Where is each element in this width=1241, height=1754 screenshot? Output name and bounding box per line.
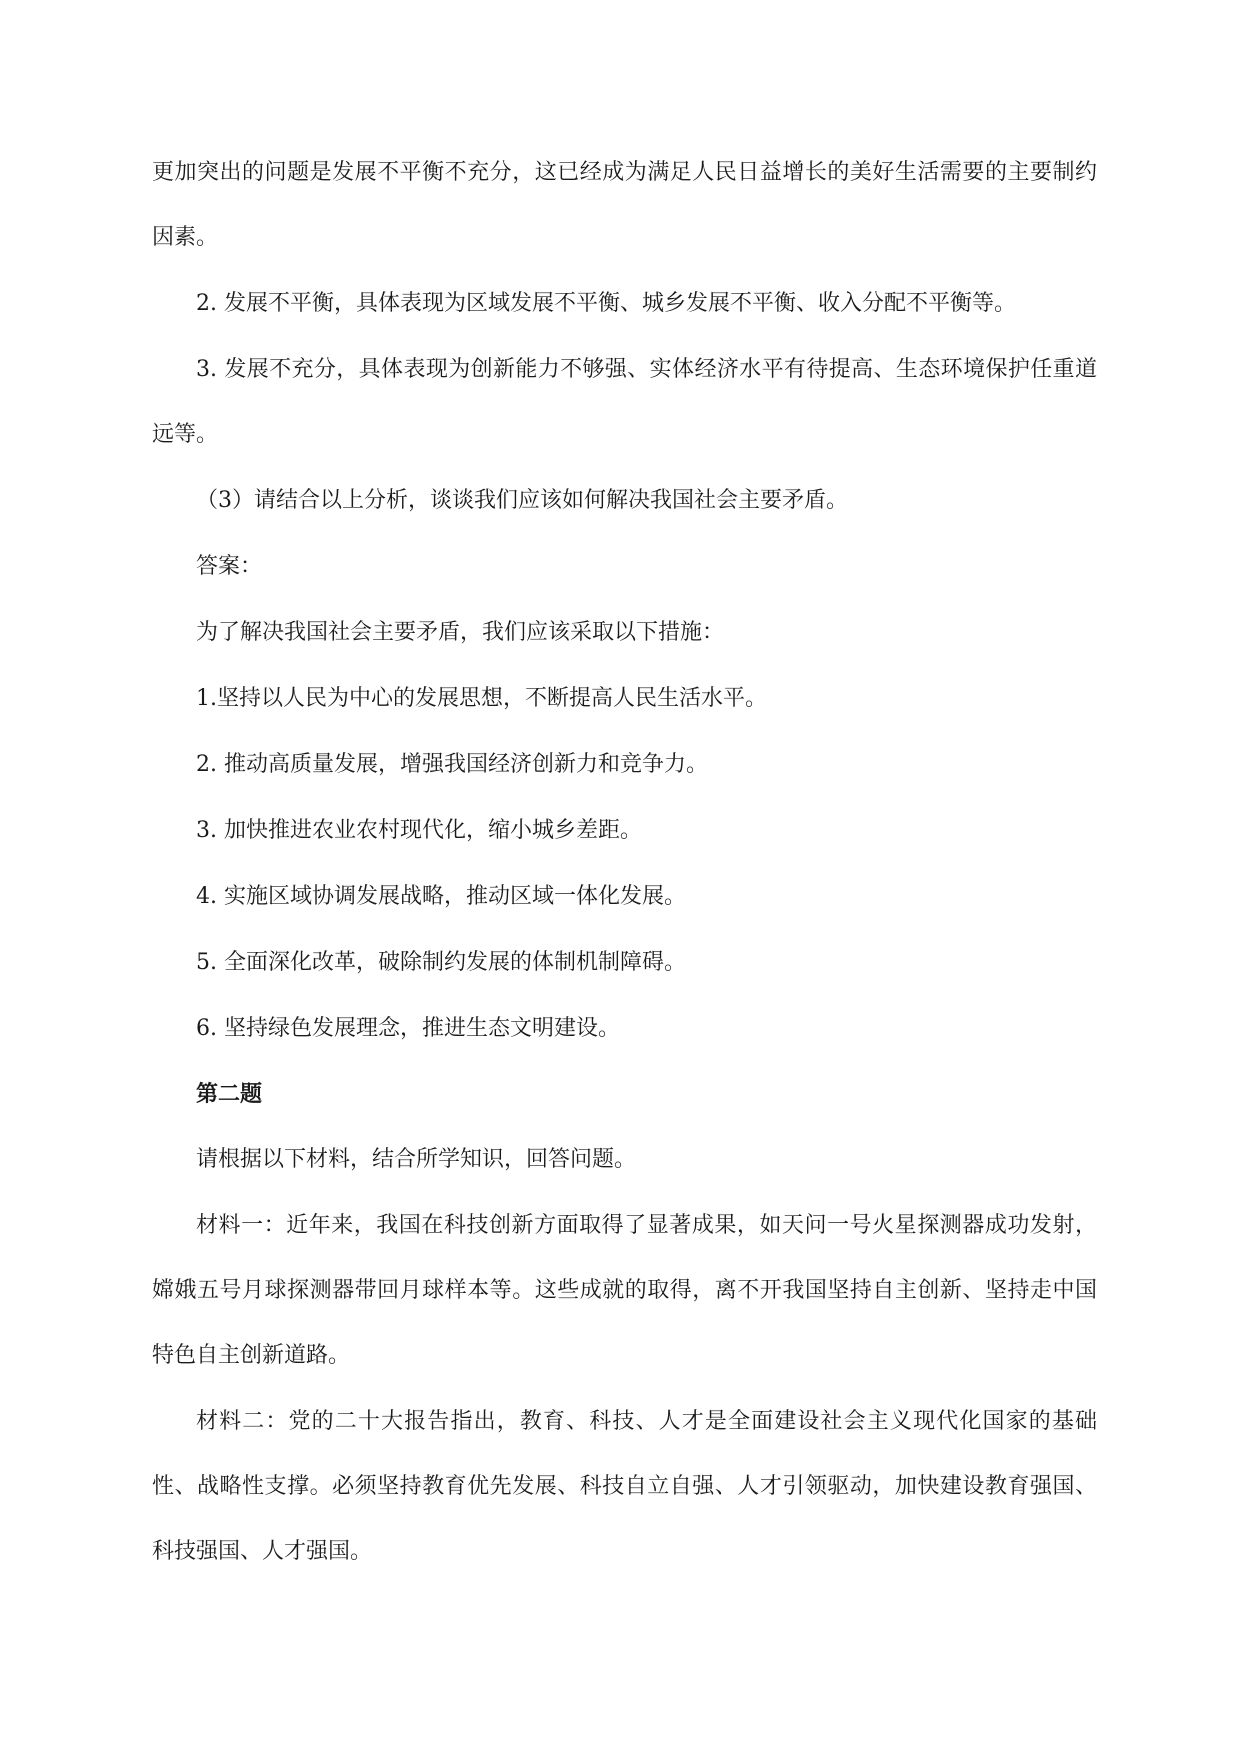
section-heading: 第二题 <box>196 1081 263 1107</box>
answer-intro: 为了解决我国社会主要矛盾，我们应该采取以下措施： <box>196 620 725 645</box>
paragraph-point-2: 2. 发展不平衡，具体表现为区域发展不平衡、城乡发展不平衡、收入分配不平衡等。 <box>196 291 1016 316</box>
answer-item-3: 3. 加快推进农业农村现代化，缩小城乡差距。 <box>196 818 642 843</box>
paragraph-continuation: 更加突出的问题是发展不平衡不充分，这已经成为满足人民日益增长的美好生活需要的主要制约因素。 <box>152 160 1097 250</box>
material-one: 材料一：近年来，我国在科技创新方面取得了显著成果，如天问一号火星探测器成功发射，嫦娥五号月球探测器带回月球样本等。这些成就的取得，离不开我国坚持自主创新、坚持走中国特色自主创新道路。 <box>152 1213 1097 1368</box>
answer-item-2: 2. 推动高质量发展，增强我国经济创新力和竞争力。 <box>196 752 708 777</box>
document-body <box>152 140 1097 1585</box>
question-3: （3）请结合以上分析，谈谈我们应该如何解决我国社会主要矛盾。 <box>196 488 848 513</box>
answer-item-5: 5. 全面深化改革，破除制约发展的体制机制障碍。 <box>196 950 686 975</box>
answer-label: 答案： <box>196 554 263 579</box>
paragraph-point-3: 3. 发展不充分，具体表现为创新能力不够强、实体经济水平有待提高、生态环境保护任重道远等。 <box>152 357 1097 447</box>
answer-item-6: 6. 坚持绿色发展理念，推进生态文明建设。 <box>196 1016 620 1041</box>
question-2-prompt: 请根据以下材料，结合所学知识，回答问题。 <box>196 1147 637 1172</box>
material-two: 材料二：党的二十大报告指出，教育、科技、人才是全面建设社会主义现代化国家的基础性、战略性支撑。必须坚持教育优先发展、科技自立自强、人才引领驱动，加快建设教育强国、科技强国、人才强国。 <box>152 1409 1097 1564</box>
answer-item-4: 4. 实施区域协调发展战略，推动区域一体化发展。 <box>196 884 686 909</box>
answer-item-1: 1.坚持以人民为中心的发展思想，不断提高人民生活水平。 <box>196 686 767 711</box>
